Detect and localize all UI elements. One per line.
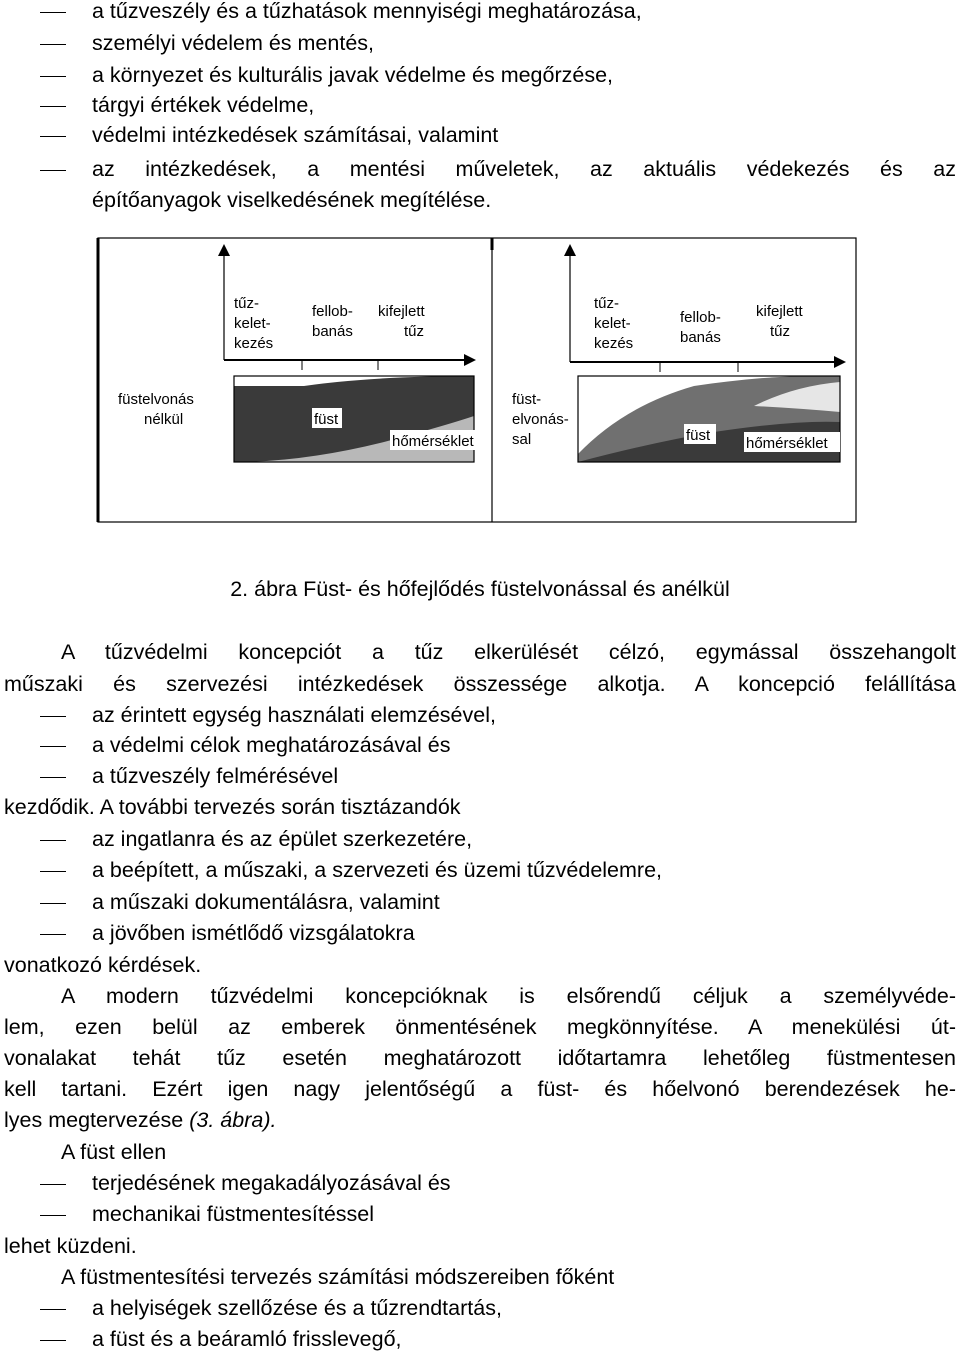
row-label: nélkül — [144, 411, 184, 428]
dash-icon — [40, 761, 66, 778]
row-label: füstelvonás — [118, 391, 194, 408]
dash-icon — [40, 1199, 66, 1216]
row-label: sal — [512, 431, 532, 448]
temperature-label: hőmérséklet — [746, 435, 828, 452]
smoke-label: füst — [314, 411, 339, 428]
paragraph-line: kezdődik. A további tervezés során tisztázandók — [4, 795, 461, 819]
temperature-label: hőmérséklet — [392, 433, 474, 450]
row-label: füst- — [512, 391, 542, 408]
dash-icon — [40, 887, 66, 904]
paragraph-line: lehet küzdeni. — [4, 1234, 137, 1258]
dash-icon — [40, 855, 66, 872]
phase-label: kezés — [594, 335, 634, 352]
phase-label: fellob- — [312, 303, 353, 320]
dash-icon — [40, 154, 66, 171]
fire-development-figure — [94, 236, 860, 526]
paragraph-line: A füst ellen — [61, 1140, 167, 1164]
dash-icon — [40, 918, 66, 935]
paragraph-line: A tűzvédelmi koncepciót a tűz elkerülését célzó, egymással összehangolt — [61, 640, 956, 664]
dash-icon — [40, 730, 66, 747]
phase-label: banás — [312, 323, 353, 340]
dash-icon — [40, 700, 66, 717]
phase-label: kifejlett — [378, 303, 425, 320]
phase-label: kifejlett — [756, 303, 803, 320]
dash-icon — [40, 90, 66, 107]
phase-label: fellob- — [680, 309, 721, 326]
dash-icon — [40, 1324, 66, 1341]
paragraph-line: vonatkozó kérdések. — [4, 953, 202, 977]
paragraph-line: lyes megtervezése (3. ábra). — [4, 1108, 277, 1132]
dash-icon — [40, 0, 66, 13]
dash-icon — [40, 824, 66, 841]
paragraph-line: lem, ezen belül az emberek önmentésének megkönnyítése. A menekülési út- — [4, 1015, 956, 1039]
dash-icon — [40, 60, 66, 77]
paragraph-line: A füstmentesítési tervezés számítási módszereiben főként — [61, 1265, 615, 1289]
row-label: elvonás- — [512, 411, 569, 428]
figure-reference: (3. ábra). — [189, 1108, 277, 1132]
paragraph-line: A modern tűzvédelmi koncepcióknak is elsőrendű céljuk a személyvéde- — [61, 984, 956, 1008]
phase-label: kelet- — [234, 315, 271, 332]
dash-icon — [40, 28, 66, 45]
paragraph-line: kell tartani. Ezért igen nagy jelentőségű a füst- és hőelvonó berendezések he- — [4, 1077, 956, 1101]
smoke-label: füst — [686, 427, 711, 444]
dash-icon — [40, 1168, 66, 1185]
paragraph-line: vonalakat tehát tűz esetén meghatározott időtartamra lehetőleg füstmentesen — [4, 1046, 956, 1070]
phase-label: kelet- — [594, 315, 631, 332]
dash-icon — [40, 1293, 66, 1310]
phase-label: tűz- — [234, 295, 260, 312]
phase-label: tűz — [404, 323, 425, 340]
phase-label: tűz — [770, 323, 791, 340]
figure-caption: 2. ábra Füst- és hőfejlődés füstelvonással és anélkül — [230, 577, 730, 601]
phase-label: kezés — [234, 335, 274, 352]
phase-label: tűz- — [594, 295, 620, 312]
dash-icon — [40, 120, 66, 137]
document-page: a tűzveszély és a tűzhatások mennyiségi meghatározása, személyi védelem és mentés, a környezet és kulturális javak védelme és megőrzése, tárgyi értékek védelme, védelmi intézkedések számításai, valamint az intézkedések, a mentési műveletek, az aktuális védekezés és az építőanyagok viselkedésének megítélése. tűz- kelet- kezés fellob- banás kifejlett tűz füstelvonás nélkül füst hőmérséklet tűz- kelet- kezés fellob- banás kifejlett tűz füst- elvonás- sal füst hőmérséklet 2. ábra Füst- és hőfejlődés füstelvonással és anélkül A tűzvédelmi koncepciót a tűz elkerülését célzó, egymással összehangolt műszaki és szervezési intézkedések összessége alkotja. A koncepció felállítása az érintett egység használati elemzésével, a védelmi célok meghatározásával és a tűzveszély felmérésével kezdődik. A további tervezés során tisztázandók az ingatlanra és az épület szerkezetére, a beépített, a műszaki, a szervezeti és üzemi tűzvédelemre, a műszaki dokumentálásra, valamint a jövőben ismétlődő vizsgálatokra vonatkozó kérdések. A modern tűzvédelmi koncepcióknak is elsőrendű céljuk a személyvéde- lem, ezen belül az emberek önmentésének megkönnyítése. A menekülési út- vonalakat tehát tűz esetén meghatározott időtartamra lehetőleg füstmentesen kell tartani. Ezért igen nagy jelentőségű a füst- és hőelvonó berendezések he- lyes megtervezése (3. ábra). A füst ellen terjedésének megakadályozásával és mechanikai füstmentesítéssel lehet küzdeni. A füstmentesítési tervezés számítási módszereiben főként a helyiségek szellőzése és a tűzrendtartás, a füst és a beáramló frisslevegő, — [0, 0, 960, 1356]
phase-label: banás — [680, 329, 721, 346]
paragraph-line: műszaki és szervezési intézkedések összessége alkotja. A koncepció felállítása — [4, 672, 956, 696]
